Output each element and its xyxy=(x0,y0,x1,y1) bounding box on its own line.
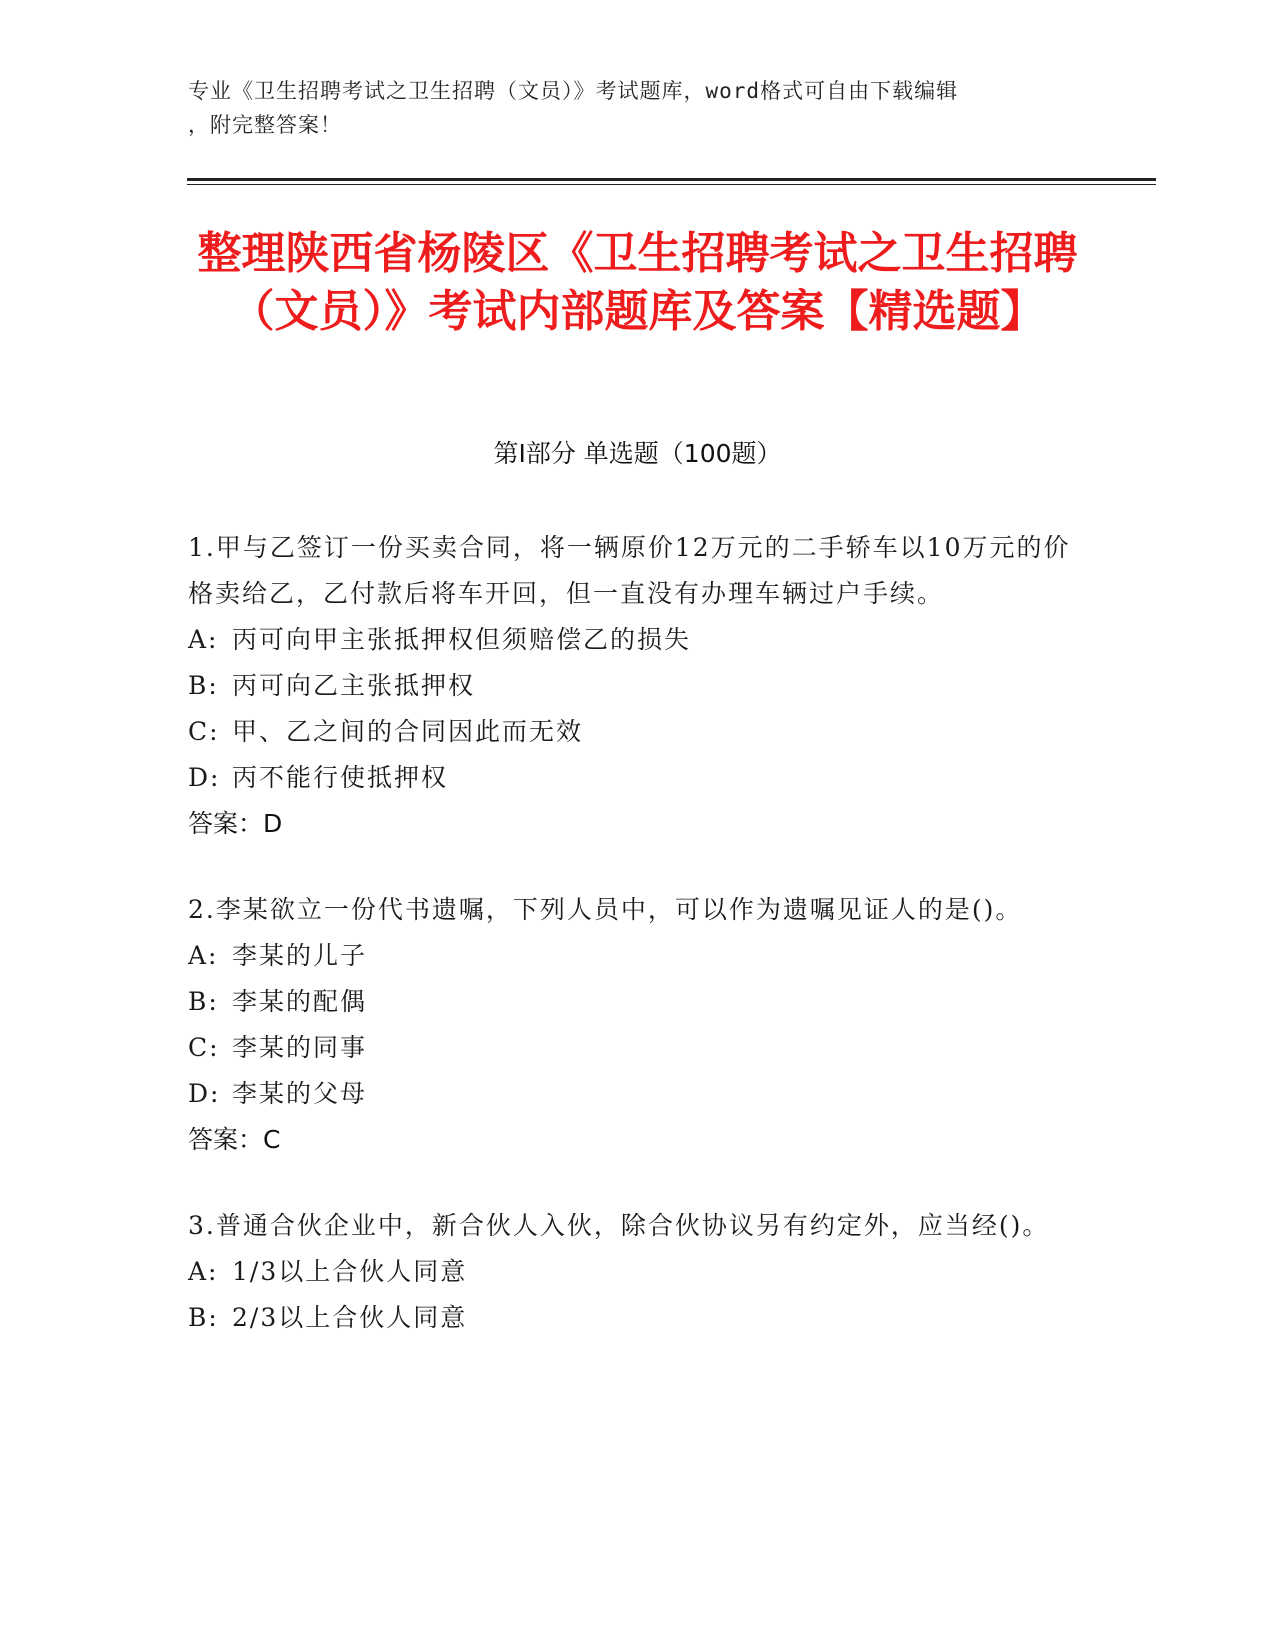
question-2 xyxy=(188,887,1073,1163)
question-3 xyxy=(188,1203,1073,1341)
option-text: 李某的配偶 xyxy=(232,987,368,1016)
option-text: 丙可向甲主张抵押权但须赔偿乙的损失 xyxy=(232,625,692,654)
option-b xyxy=(188,1295,1073,1341)
option-text: 李某的父母 xyxy=(232,1079,368,1108)
option-a xyxy=(188,933,1073,979)
option-text: 李某的儿子 xyxy=(232,941,368,970)
header-divider-thin xyxy=(187,184,1156,185)
option-key: B: xyxy=(188,987,219,1016)
option-text: 丙不能行使抵押权 xyxy=(232,763,449,792)
question-list xyxy=(188,525,1073,1381)
option-a xyxy=(188,1249,1073,1295)
option-c xyxy=(188,709,1073,755)
option-key: B: xyxy=(188,671,219,700)
option-key: A: xyxy=(188,941,219,970)
option-c xyxy=(188,1025,1073,1071)
section-title: 第Ⅰ部分 单选题（100题） xyxy=(493,439,782,468)
option-b xyxy=(188,663,1073,709)
option-d xyxy=(188,1071,1073,1117)
option-d xyxy=(188,755,1073,801)
option-a xyxy=(188,617,1073,663)
option-b xyxy=(188,979,1073,1025)
document-title: 整理陕西省杨陵区《卫生招聘考试之卫生招聘（文员）》考试内部题库及答案【精选题】 xyxy=(197,228,1078,337)
header-divider-thick xyxy=(187,178,1156,181)
option-key: C: xyxy=(188,1033,220,1062)
answer-line: 答案：C xyxy=(188,1125,281,1154)
header-note-line-1: 专业《卫生招聘考试之卫生招聘（文员）》考试题库，word格式可自由下载编辑 xyxy=(188,79,959,103)
question-1 xyxy=(188,525,1073,847)
option-text: 1/3以上合伙人同意 xyxy=(232,1257,468,1286)
option-key: A: xyxy=(188,625,219,654)
option-key: D: xyxy=(188,1079,221,1108)
option-text: 2/3以上合伙人同意 xyxy=(232,1303,468,1332)
option-key: D: xyxy=(188,763,221,792)
option-text: 李某的同事 xyxy=(232,1033,368,1062)
answer-line: 答案：D xyxy=(188,809,283,838)
option-key: B: xyxy=(188,1303,219,1332)
option-text: 丙可向乙主张抵押权 xyxy=(232,671,476,700)
question-text: 1.甲与乙签订一份买卖合同，将一辆原价12万元的二手轿车以10万元的价格卖给乙，乙付款后将车开回，但一直没有办理车辆过户手续。 xyxy=(188,533,1071,608)
header-note xyxy=(188,74,1068,142)
header-note-line-2: ，附完整答案！ xyxy=(188,113,342,137)
option-key: A: xyxy=(188,1257,219,1286)
option-text: 甲、乙之间的合同因此而无效 xyxy=(232,717,584,746)
question-text: 3.普通合伙企业中，新合伙人入伙，除合伙协议另有约定外，应当经()。 xyxy=(188,1211,1050,1240)
option-key: C: xyxy=(188,717,220,746)
question-text: 2.李某欲立一份代书遗嘱，下列人员中，可以作为遗嘱见证人的是()。 xyxy=(188,895,1023,924)
